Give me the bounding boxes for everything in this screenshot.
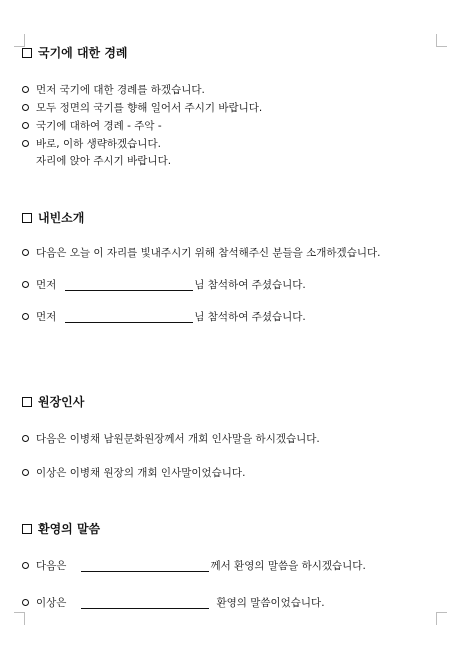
name-blank-line — [81, 596, 209, 609]
list-item: 모두 정면의 국기를 향해 일어서 주시기 바랍니다. — [22, 100, 262, 115]
crop-mark-bottom-right — [436, 612, 447, 625]
list-item-with-blank: 먼저 님 참석하여 주셨습니다. — [22, 309, 306, 324]
crop-mark-bottom-left — [14, 612, 25, 625]
circle-bullet-icon — [22, 140, 29, 147]
list-item: 다음은 이병채 남원문화원장께서 개회 인사말을 하시겠습니다. — [22, 431, 320, 446]
crop-mark-top-right — [436, 34, 447, 47]
name-blank-line — [81, 559, 209, 572]
name-blank-line — [65, 278, 193, 291]
circle-bullet-icon — [22, 249, 29, 256]
circle-bullet-icon — [22, 86, 29, 93]
circle-bullet-icon — [22, 435, 29, 442]
circle-bullet-icon — [22, 281, 29, 288]
section-title: 내빈소개 — [38, 211, 85, 225]
circle-bullet-icon — [22, 313, 29, 320]
list-item-with-blank: 먼저 님 참석하여 주셨습니다. — [22, 277, 306, 292]
list-item: 국기에 대하여 경례 - 주악 - — [22, 118, 162, 133]
section-title: 원장인사 — [38, 395, 85, 409]
list-item-with-blank: 다음은 께서 환영의 말씀을 하시겠습니다. — [22, 558, 366, 573]
list-item: 이상은 이병채 원장의 개회 인사말이었습니다. — [22, 465, 245, 480]
section-heading-guest-introduction — [22, 209, 84, 226]
list-item: 다음은 오늘 이 자리를 빛내주시기 위해 참석해주신 분들을 소개하겠습니다. — [22, 245, 380, 260]
list-item-continuation: 자리에 앉아 주시기 바랍니다. — [36, 155, 172, 167]
section-heading-welcome-speech — [22, 520, 100, 537]
list-item-with-blank: 이상은 환영의 말씀이었습니다. — [22, 595, 325, 610]
section-title: 환영의 말씀 — [38, 522, 101, 536]
circle-bullet-icon — [22, 122, 29, 129]
section-heading-flag-salute — [22, 44, 128, 61]
circle-bullet-icon — [22, 599, 29, 606]
section-title: 국기에 대한 경례 — [38, 46, 128, 60]
checkbox-square-icon — [22, 524, 32, 534]
circle-bullet-icon — [22, 562, 29, 569]
list-item: 바로, 이하 생략하겠습니다. — [22, 136, 161, 151]
name-blank-line — [65, 310, 193, 323]
section-heading-director-greeting — [22, 393, 84, 410]
list-item: 먼저 국기에 대한 경례를 하겠습니다. — [22, 82, 205, 97]
checkbox-square-icon — [22, 397, 32, 407]
circle-bullet-icon — [22, 469, 29, 476]
circle-bullet-icon — [22, 104, 29, 111]
checkbox-square-icon — [22, 48, 32, 58]
checkbox-square-icon — [22, 213, 32, 223]
